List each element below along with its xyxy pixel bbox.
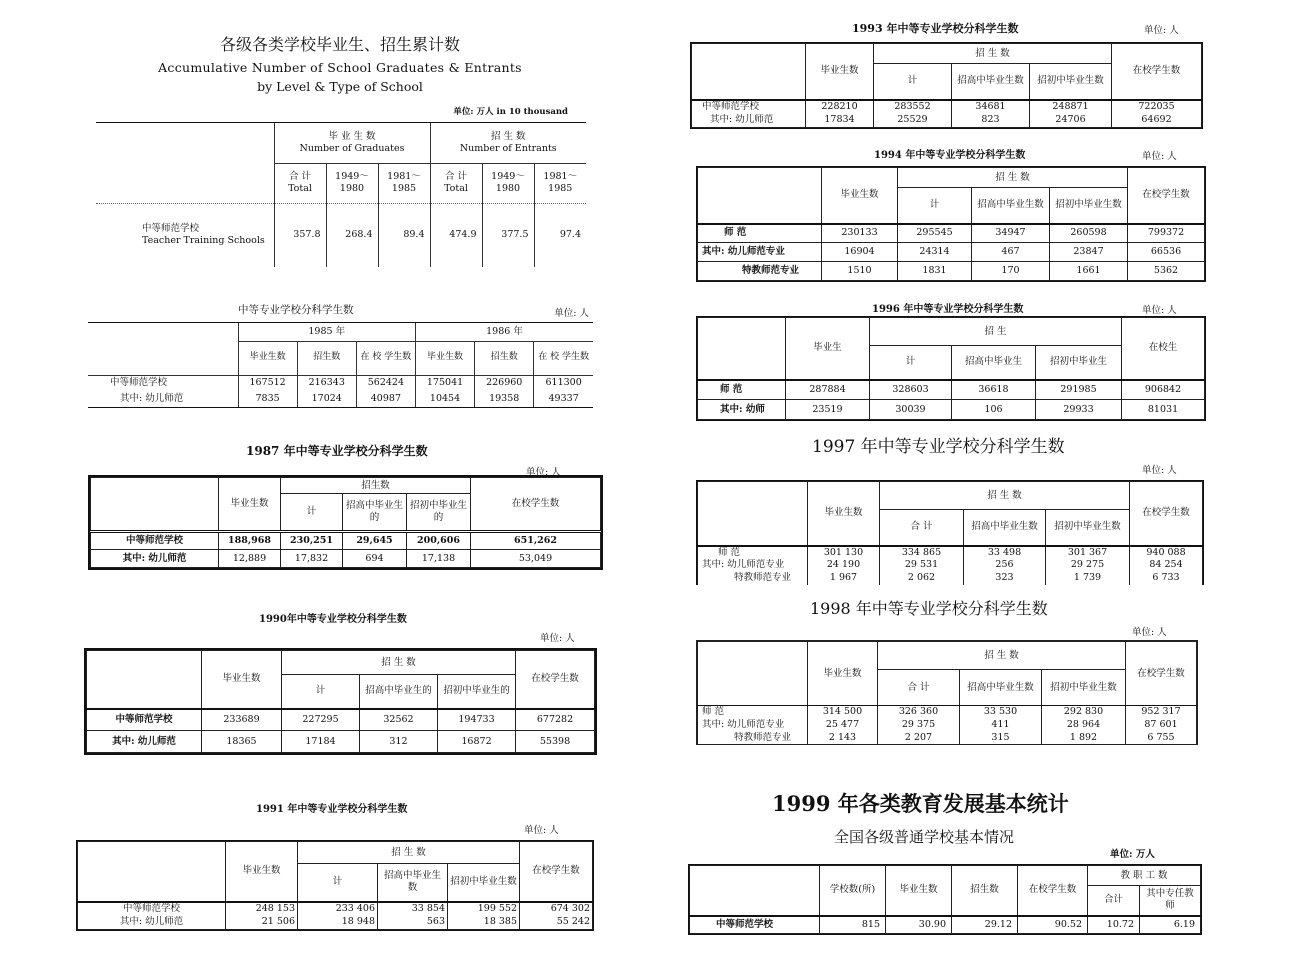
t97-h-hs: 招高中毕业生数 — [964, 510, 1046, 546]
acc-ent-header — [430, 123, 586, 163]
t90-h-grad: 毕业生数 — [202, 651, 282, 709]
table-1991 — [76, 800, 596, 948]
table-row: 其中: 幼儿师范专业 16904 24314 467 23847 66536 — [698, 243, 1205, 262]
t99-h-enr: 在校学生数 — [1018, 866, 1088, 916]
acc-value: 357.8 — [274, 203, 326, 267]
table-row: 师 范 230133 295545 34947 260598 799372 — [698, 224, 1205, 243]
t93-unit: 单位: 人 — [1144, 25, 1179, 36]
t97-h-grad: 毕业生数 — [808, 482, 880, 546]
acc-ent-en: Number of Entrants — [459, 142, 557, 154]
t87-h-ent: 招生数 — [281, 478, 471, 494]
t96-h-hs: 招高中毕业生 — [952, 346, 1036, 380]
acc-ent-cn: 招 生 数 — [490, 130, 526, 142]
t8586-year-1985: 1985 年 — [238, 323, 415, 341]
t99-h-staff: 教 职 工 数 — [1088, 866, 1201, 886]
t96-unit: 单位: 人 — [1142, 305, 1177, 316]
t93-h-grad: 毕业生数 — [806, 44, 874, 100]
t90-title: 1990年中等专业学校分科学生数 — [259, 614, 407, 625]
table-1998 — [696, 594, 1208, 754]
t96-h-enr: 在校生 — [1122, 318, 1205, 380]
t98-title: 1998 年中等专业学校分科学生数 — [810, 599, 1048, 618]
table-row: 其中: 幼儿师范 12,889 17,832 694 17,138 53,049 — [91, 550, 601, 568]
table-1993 — [690, 18, 1205, 136]
t99-h-staff-total: 合计 — [1088, 886, 1140, 916]
acc-title-en2: by Level & Type of School — [257, 79, 423, 94]
t97-h-js: 招初中毕业生数 — [1046, 510, 1130, 546]
table-row: 其中: 幼儿师范 17834 25529 823 24706 64692 — [692, 114, 1202, 128]
t94-unit: 单位: 人 — [1142, 151, 1177, 162]
t96-h-ent: 招 生 — [870, 318, 1122, 346]
t94-title: 1994 年中等专业学校分科学生数 — [874, 150, 1026, 161]
table-row: 特教师范专业 1510 1831 170 1661 5362 — [698, 262, 1205, 281]
t91-unit: 单位: 人 — [524, 825, 559, 836]
t93-h-ent: 招 生 数 — [874, 44, 1112, 64]
t91-title: 1991 年中等专业学校分科学生数 — [256, 804, 408, 815]
table-1997 — [696, 432, 1208, 594]
acc-row-label-en: Teacher Training Schools — [142, 235, 265, 247]
table-row: 特教师范专业 1 967 2 062 323 1 739 6 733 — [698, 572, 1203, 585]
t87-title: 1987 年中等专业学校分科学生数 — [246, 444, 428, 458]
t8586-col-header: 招生数 — [475, 341, 534, 375]
t96-h-total: 计 — [870, 346, 952, 380]
t98-h-total: 合 计 — [878, 670, 960, 706]
t98-h-hs: 招高中毕业生数 — [960, 670, 1042, 706]
t93-h-total: 计 — [874, 64, 952, 100]
table-row: 中等师范学校 248 153 233 406 33 854 199 552 674 302 — [78, 902, 593, 916]
t97-h-total: 合 计 — [880, 510, 964, 546]
acc-title-en1: Accumulative Number of School Graduates & Entrants — [158, 60, 522, 75]
t93-h-js: 招初中毕业生数 — [1030, 64, 1112, 100]
table-row: 其中: 幼师 23519 30039 106 29933 81031 — [698, 400, 1205, 420]
table-row: 中等师范学校 815 30.90 29.12 90.52 10.72 6.19 — [690, 916, 1201, 934]
acc-grad-en: Number of Graduates — [299, 142, 405, 154]
t8586-col-header: 在 校 学生数 — [534, 341, 593, 375]
t99-h-staff-teach: 其中专任教师 — [1140, 886, 1201, 916]
table-row: 师 范 314 500 326 360 33 530 292 830 952 317 — [698, 706, 1197, 719]
t8586-col-header: 毕业生数 — [415, 341, 474, 375]
table-row: 师 范 287884 328603 36618 291985 906842 — [698, 380, 1205, 400]
table-1994 — [696, 146, 1208, 284]
t90-h-hs: 招高中毕业生的 — [360, 675, 438, 709]
table-1996 — [696, 298, 1208, 424]
table-row: 其中: 幼儿师范 7835 17024 40987 10454 19358 49337 — [88, 391, 593, 407]
t93-h-hs: 招高中毕业生数 — [952, 64, 1030, 100]
acc-sub-header: 1981～ 1985 — [534, 163, 586, 203]
table-1985-1986 — [88, 302, 593, 430]
t94-h-enr: 在校学生数 — [1128, 168, 1205, 224]
t97-unit: 单位: 人 — [1142, 465, 1177, 476]
t8586-col-header: 毕业生数 — [238, 341, 297, 375]
table-1990 — [84, 610, 599, 760]
t8586-title: 中等专业学校分科学生数 — [238, 304, 354, 316]
t99-unit: 单位: 万人 — [1110, 849, 1155, 860]
acc-sub-header: 1949～ 1980 — [482, 163, 534, 203]
t91-h-ent: 招 生 数 — [298, 842, 520, 864]
acc-grad-cn: 毕 业 生 数 — [328, 130, 376, 142]
t8586-year-1986: 1986 年 — [415, 323, 593, 341]
table-row: 其中: 幼儿师范 21 506 18 948 563 18 385 55 242 — [78, 916, 593, 930]
t90-unit: 单位: 人 — [540, 633, 575, 644]
acc-value: 268.4 — [326, 203, 378, 267]
t96-title: 1996 年中等专业学校分科学生数 — [872, 304, 1024, 315]
t90-h-js: 招初中毕业生的 — [438, 675, 516, 709]
t99-h-ent: 招生数 — [952, 866, 1018, 916]
t94-h-grad: 毕业生数 — [822, 168, 898, 224]
t87-h-grad: 毕业生数 — [219, 478, 281, 532]
acc-sub-header: 1981～ 1985 — [378, 163, 430, 203]
acc-sub-header: 合 计 Total — [274, 163, 326, 203]
t90-h-total: 计 — [282, 675, 360, 709]
table-row: 中等师范学校 233689 227295 32562 194733 677282 — [87, 709, 595, 731]
t93-h-enr: 在校学生数 — [1112, 44, 1202, 100]
acc-table — [96, 122, 586, 267]
t91-h-grad: 毕业生数 — [226, 842, 298, 902]
acc-row-label-cn: 中等师范学校 — [142, 223, 200, 235]
acc-value: 97.4 — [559, 229, 581, 241]
t91-h-enr: 在校学生数 — [520, 842, 593, 902]
acc-title-cn: 各级各类学校毕业生、招生累计数 — [219, 35, 460, 54]
table-1987 — [88, 442, 603, 576]
t8586-col-header: 招生数 — [297, 341, 356, 375]
t93-title: 1993 年中等专业学校分科学生数 — [852, 22, 1019, 35]
t98-h-enr: 在校学生数 — [1126, 642, 1197, 706]
t97-title: 1997 年中等专业学校分科学生数 — [812, 437, 1065, 457]
t99-h-schools: 学校数(所) — [820, 866, 886, 916]
t98-h-js: 招初中毕业生数 — [1042, 670, 1126, 706]
t94-h-total: 计 — [898, 188, 972, 224]
table-row: 其中: 幼儿师范专业 24 190 29 531 256 29 275 84 254 — [698, 559, 1203, 572]
table-row: 其中: 幼儿师范专业 25 477 29 375 411 28 964 87 601 — [698, 719, 1197, 732]
acc-grad-header — [274, 123, 430, 163]
table-row: 中等师范学校 167512 216343 562424 175041 226960 611300 — [88, 375, 593, 391]
t91-h-hs: 招高中毕业生数 — [378, 864, 448, 902]
t98-h-ent: 招 生 数 — [878, 642, 1126, 670]
table-row: 特教师范专业 2 143 2 207 315 1 892 6 755 — [698, 732, 1197, 745]
t97-h-enr: 在校学生数 — [1130, 482, 1203, 546]
t98-unit: 单位: 人 — [1132, 627, 1167, 638]
acc-value: 89.4 — [378, 203, 430, 267]
t99-title: 1999 年各类教育发展基本统计 — [772, 791, 1069, 816]
t87-h-js: 招初中毕业生的 — [407, 494, 471, 532]
table-1999 — [688, 786, 1208, 946]
acc-sub-header: 合 计 Total — [430, 163, 482, 203]
acc-sub-header: 1949～ 1980 — [326, 163, 378, 203]
t90-h-ent: 招 生 数 — [282, 651, 516, 675]
t8586-col-header: 在 校 学生数 — [356, 341, 415, 375]
t96-h-js: 招初中毕业生 — [1036, 346, 1122, 380]
acc-value: 377.5 — [482, 203, 534, 267]
t87-h-enr: 在校学生数 — [471, 478, 601, 532]
t87-h-hs: 招高中毕业生的 — [343, 494, 407, 532]
t99-subtitle: 全国各级普通学校基本情况 — [834, 828, 1015, 846]
table-row: 其中: 幼儿师范 18365 17184 312 16872 55398 — [87, 731, 595, 753]
t98-h-grad: 毕业生数 — [808, 642, 878, 706]
t91-h-total: 计 — [298, 864, 378, 902]
t97-h-ent: 招 生 数 — [880, 482, 1130, 510]
table-row: 中等师范学校 228210 283552 34681 248871 722035 — [692, 100, 1202, 114]
t8586-unit: 单位: 人 — [554, 308, 589, 319]
t90-h-enr: 在校学生数 — [516, 651, 595, 709]
accumulative-section — [90, 30, 590, 275]
acc-unit: 单位: 万人 in 10 thousand — [453, 107, 568, 117]
t87-unit: 单位: 人 — [526, 467, 561, 478]
t99-h-grad: 毕业生数 — [886, 866, 952, 916]
table-row: 中等师范学校 188,968 230,251 29,645 200,606 651,262 — [91, 532, 601, 550]
t94-h-js: 招初中毕业生数 — [1050, 188, 1128, 224]
table-row — [96, 203, 586, 267]
table-row: 师 范 301 130 334 865 33 498 301 367 940 088 — [698, 546, 1203, 559]
acc-value: 474.9 — [430, 203, 482, 267]
t96-h-grad: 毕业生 — [786, 318, 870, 380]
t94-h-hs: 招高中毕业生数 — [972, 188, 1050, 224]
t94-h-ent: 招 生 数 — [898, 168, 1128, 188]
t87-h-total: 计 — [281, 494, 343, 532]
t91-h-js: 招初中毕业生数 — [448, 864, 520, 902]
